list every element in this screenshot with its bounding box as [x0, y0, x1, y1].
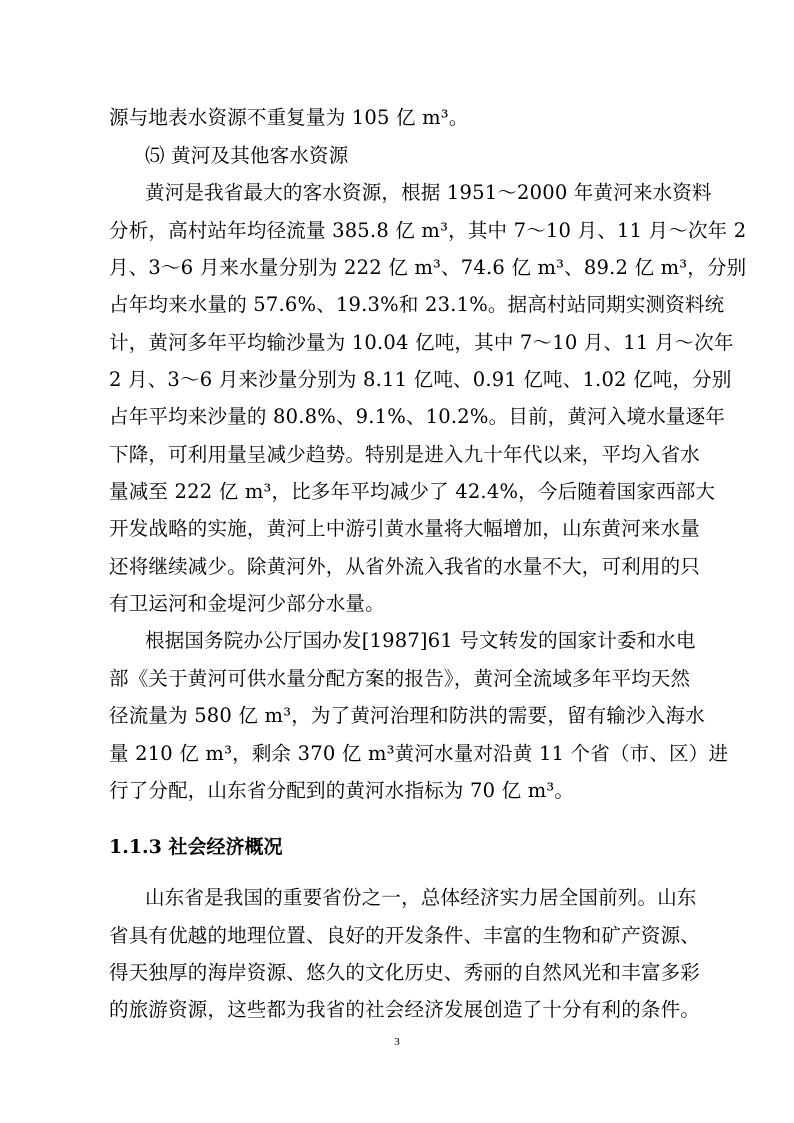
body-line-10: 下降，可利用量呈减少趋势。特别是进入九十年代以来，平均入省水 [109, 443, 701, 466]
body-line-17: 径流量为 580 亿 m³，为了黄河治理和防洪的需要，留有输沙入海水 [109, 704, 705, 727]
subsection-title: ⑸ 黄河及其他客水资源 [145, 144, 349, 167]
body-line-13: 还将继续减少。除黄河外，从省外流入我省的水量不大，可利用的只 [109, 555, 701, 578]
body-line-after-4: 的旅游资源，这些都为我省的社会经济发展创造了十分有利的条件。 [109, 998, 701, 1021]
body-line-7: 计，黄河多年平均输沙量为 10.04 亿吨，其中 7～10 月、11 月～次年 [109, 331, 734, 354]
body-line-6: 占年均来水量的 57.6%、19.3%和 23.1%。据高村站同期实测资料统 [109, 293, 725, 316]
body-line-1: 源与地表水资源不重复量为 105 亿 m³。 [109, 106, 469, 129]
body-line-3: 黄河是我省最大的客水资源，根据 1951～2000 年黄河来水资料 [145, 181, 712, 204]
body-line-5: 月、3～6 月来水量分别为 222 亿 m³、74.6 亿 m³、89.2 亿 m³，分别 [109, 256, 747, 279]
body-line-18: 量 210 亿 m³，剩余 370 亿 m³黄河水量对沿黄 11 个省（市、区）进 [109, 742, 729, 765]
body-line-8: 2 月、3～6 月来沙量分别为 8.11 亿吨、0.91 亿吨、1.02 亿吨，分别 [109, 368, 732, 391]
section-heading: 1.1.3 社会经济概况 [109, 836, 283, 858]
page-number: 3 [394, 1036, 400, 1048]
body-line-after-2: 省具有优越的地理位置、良好的开发条件、丰富的生物和矿产资源、 [109, 924, 701, 947]
body-line-11: 量减至 222 亿 m³，比多年平均减少了 42.4%，今后随着国家西部大 [109, 480, 716, 503]
body-line-12: 开发战略的实施，黄河上中游引黄水量将大幅增加，山东黄河来水量 [109, 517, 701, 540]
body-line-16: 部《关于黄河可供水量分配方案的报告》，黄河全流域多年平均天然 [109, 667, 691, 690]
body-line-19: 行了分配，山东省分配到的黄河水指标为 70 亿 m³。 [109, 779, 575, 802]
body-line-after-3: 得天独厚的海岸资源、悠久的文化历史、秀丽的自然风光和丰富多彩 [109, 961, 701, 984]
body-line-after-1: 山东省是我国的重要省份之一，总体经济实力居全国前列。山东 [145, 886, 697, 909]
body-line-9: 占年平均来沙量的 80.8%、9.1%、10.2%。目前，黄河入境水量逐年 [109, 405, 726, 428]
body-line-14: 有卫运河和金堤河少部分水量。 [109, 592, 385, 615]
body-line-4: 分析，高村站年均径流量 385.8 亿 m³，其中 7～10 月、11 月～次年 2 [109, 219, 747, 242]
body-line-15: 根据国务院办公厅国办发[1987]61 号文转发的国家计委和水电 [145, 629, 696, 652]
